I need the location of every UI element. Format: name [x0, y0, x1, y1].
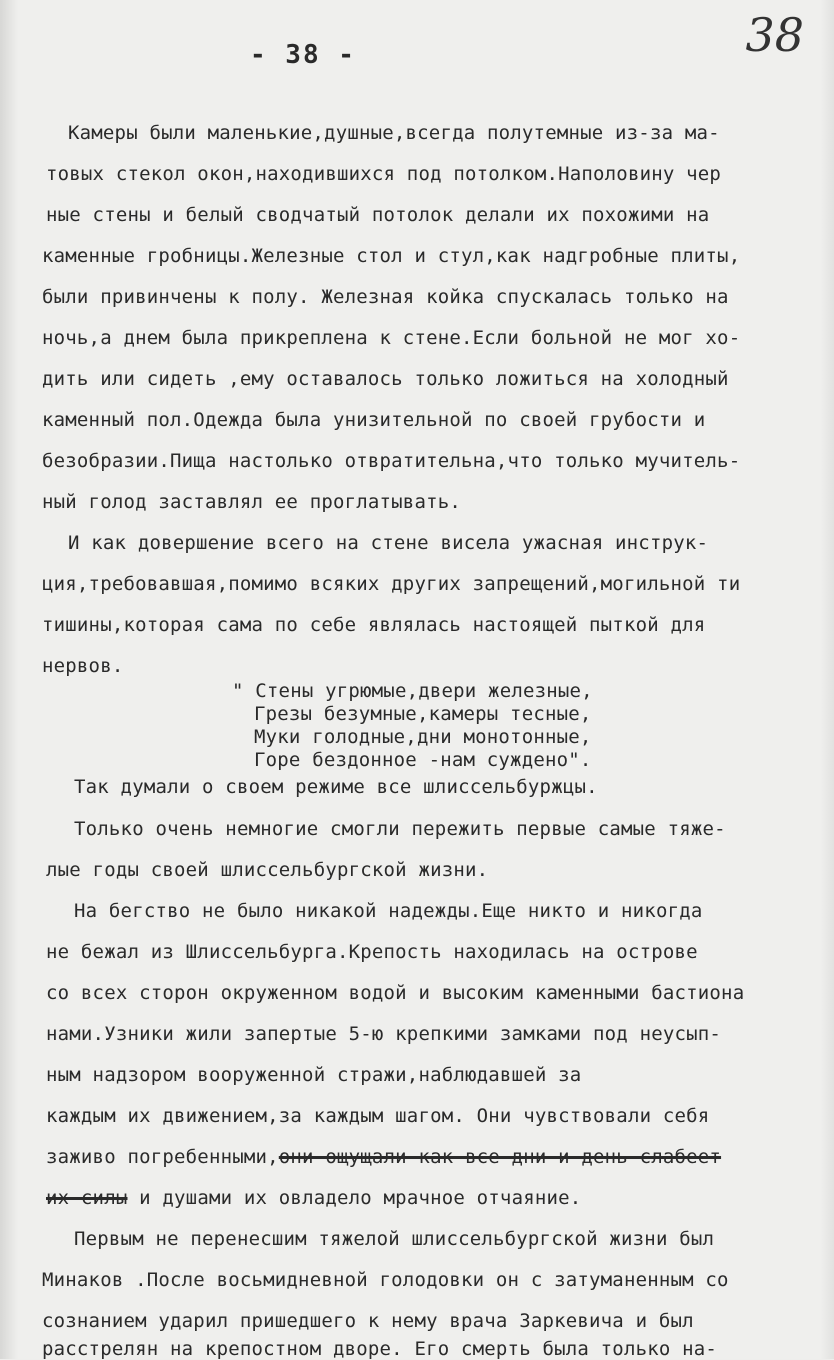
text-line: расстрелян на крепостном дворе. Его смерть была только на-	[42, 1338, 718, 1360]
text-line: лые годы своей шлиссельбургской жизни.	[46, 859, 489, 881]
poem-line: Горе бездонное -нам суждено".	[254, 749, 592, 771]
text-line: И как довершение всего на стене висела ужасная инструк-	[68, 532, 709, 554]
text-line: Минаков .После восьмидневной голодовки он с затуманенным со	[42, 1269, 729, 1291]
text-line: Так думали о своем режиме все шлиссельбуржцы.	[74, 776, 598, 798]
poem-line: Муки голодные,дни монотонные,	[254, 726, 592, 748]
text-line: ция,требовавшая,помимо всяких других запрещений,могильной ти	[42, 573, 741, 595]
text-line: каждым их движением,за каждым шагом. Они чувствовали себя	[46, 1105, 710, 1127]
struck-text: они ощущали как все дни и день слабеет	[278, 1146, 722, 1168]
text-line: ные стены и белый сводчатый потолок делали их похожими на	[46, 204, 710, 226]
text-line: ночь,а днем была прикреплена к стене.Если больной не мог хо-	[42, 327, 741, 349]
text-line: На бегство не было никакой надежды.Еще никто и никогда	[74, 900, 703, 922]
text-line: сознанием ударил пришедшего к нему врача Заркевича и был	[42, 1310, 694, 1332]
text-line: каменные гробницы.Железные стол и стул,как надгробные плиты,	[42, 245, 741, 267]
text-line: со всех сторон окруженном водой и высоким каменными бастиона	[46, 982, 745, 1004]
text-line: товых стекол окон,находившихся под потолком.Наполовину чер	[46, 163, 722, 185]
struck-text: их силы	[46, 1187, 128, 1209]
text-fragment: заживо погребенными,	[46, 1146, 279, 1168]
text-line: Только очень немногие смогли пережить первые самые тяже-	[74, 818, 726, 840]
handwritten-page-number: 38	[745, 8, 804, 62]
poem-line: Грезы безумные,камеры тесные,	[254, 703, 592, 725]
text-line: были привинчены к полу. Железная койка спускалась только на	[42, 286, 729, 308]
text-line: дить или сидеть ,ему оставалось только ложиться на холодный	[42, 368, 729, 390]
text-line: каменный пол.Одежда была унизительной по своей грубости и	[42, 409, 706, 431]
text-line: нервов.	[42, 655, 124, 677]
text-line: нами.Узники жили запертые 5-ю крепкими замками под неусып-	[46, 1023, 722, 1045]
page-number: - 38 -	[250, 40, 356, 70]
text-fragment: и душами их овладело мрачное отчаяние.	[139, 1187, 582, 1209]
text-line: ным надзором вооруженной стражи,наблюдавшей за	[46, 1064, 582, 1086]
text-line: ный голод заставлял ее проглатывать.	[42, 491, 462, 513]
text-line: безобразии.Пища настолько отвратительна,что только мучитель-	[42, 450, 741, 472]
poem-line: " Стены угрюмые,двери железные,	[232, 680, 593, 702]
text-line	[46, 1148, 721, 1167]
text-line: не бежал из Шлиссельбурга.Крепость находилась на острове	[46, 941, 698, 963]
text-line	[46, 1189, 581, 1208]
text-line: Камеры были маленькие,душные,всегда полутемные из-за ма-	[68, 122, 720, 144]
text-line: Первым не перенесшим тяжелой шлиссельбургской жизни был	[74, 1228, 715, 1250]
text-line: тишины,которая сама по себе являлась настоящей пыткой для	[42, 614, 706, 636]
